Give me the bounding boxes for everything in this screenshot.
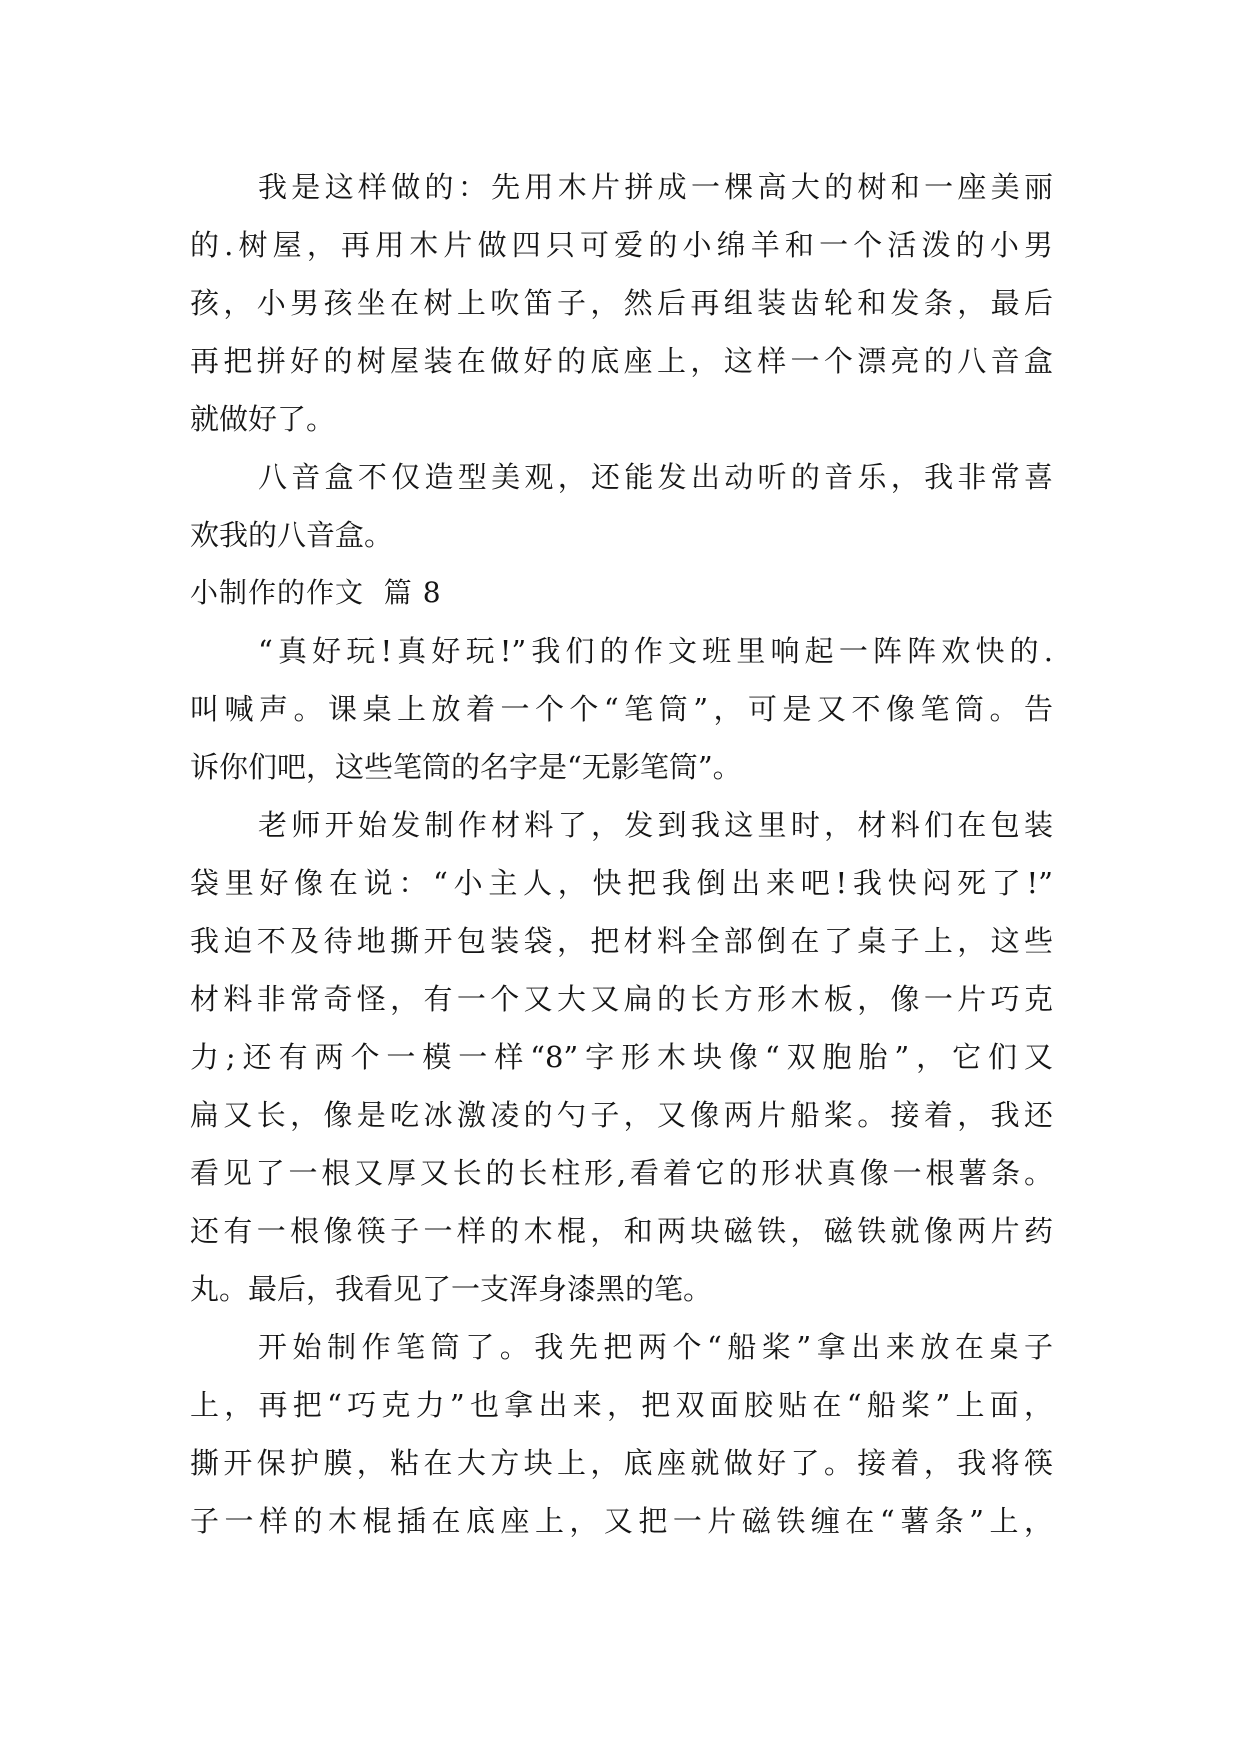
- text-line: 开始制作笔筒了。我先把两个“船桨”拿出来放在桌子: [258, 1330, 1053, 1364]
- text-line: 看见了一根又厚又长的长柱形,看着它的形状真像一根薯条。: [190, 1156, 1053, 1190]
- text-line: 还有一根像筷子一样的木棍，和两块磁铁，磁铁就像两片药: [190, 1214, 1053, 1248]
- text-line: 欢我的八音盒。: [190, 518, 394, 552]
- text-line: 孩，小男孩坐在树上吹笛子，然后再组装齿轮和发条，最后: [190, 286, 1053, 320]
- section-heading: 小制作的作文 篇 8: [190, 576, 442, 609]
- text-line: 我迫不及待地撕开包装袋，把材料全部倒在了桌子上，这些: [190, 924, 1053, 958]
- text-line: 上，再把“巧克力”也拿出来，把双面胶贴在“船桨”上面，: [190, 1388, 1053, 1422]
- text-line: 诉你们吧，这些笔筒的名字是“无影笔筒”。: [190, 750, 742, 784]
- text-line: 老师开始发制作材料了，发到我这里时，材料们在包装: [258, 808, 1053, 842]
- paragraph: [190, 1318, 1053, 1550]
- text-line: 袋里好像在说：“小主人，快把我倒出来吧!我快闷死了!”: [190, 866, 1053, 900]
- text-line: 八音盒不仅造型美观，还能发出动听的音乐，我非常喜: [258, 460, 1053, 494]
- paragraph: [190, 622, 1053, 796]
- text-line: 再把拼好的树屋装在做好的底座上，这样一个漂亮的八音盒: [190, 344, 1053, 378]
- paragraph: [190, 158, 1053, 448]
- text-line: 力;还有两个一模一样“8”字形木块像“双胞胎”，它们又: [190, 1040, 1053, 1074]
- text-line: 就做好了。: [190, 402, 336, 436]
- paragraph: [190, 796, 1053, 1318]
- text-line: 的.树屋，再用木片做四只可爱的小绵羊和一个活泼的小男: [190, 228, 1053, 262]
- text-line: 扁又长，像是吃冰激凌的勺子，又像两片船桨。接着，我还: [190, 1098, 1053, 1132]
- text-line: “真好玩!真好玩!”我们的作文班里响起一阵阵欢快的.: [258, 634, 1053, 668]
- text-line: 撕开保护膜，粘在大方块上，底座就做好了。接着，我将筷: [190, 1446, 1053, 1480]
- text-line: 叫喊声。课桌上放着一个个“笔筒”，可是又不像笔筒。告: [190, 692, 1053, 726]
- text-line: 材料非常奇怪，有一个又大又扁的长方形木板，像一片巧克: [190, 982, 1053, 1016]
- document-body: [190, 158, 1053, 1550]
- text-line: 丸。最后，我看见了一支浑身漆黑的笔。: [190, 1272, 713, 1306]
- text-line: 子一样的木棍插在底座上，又把一片磁铁缠在“薯条”上，: [190, 1504, 1053, 1538]
- text-line: 我是这样做的：先用木片拼成一棵高大的树和一座美丽: [258, 170, 1053, 204]
- paragraph: [190, 448, 1053, 564]
